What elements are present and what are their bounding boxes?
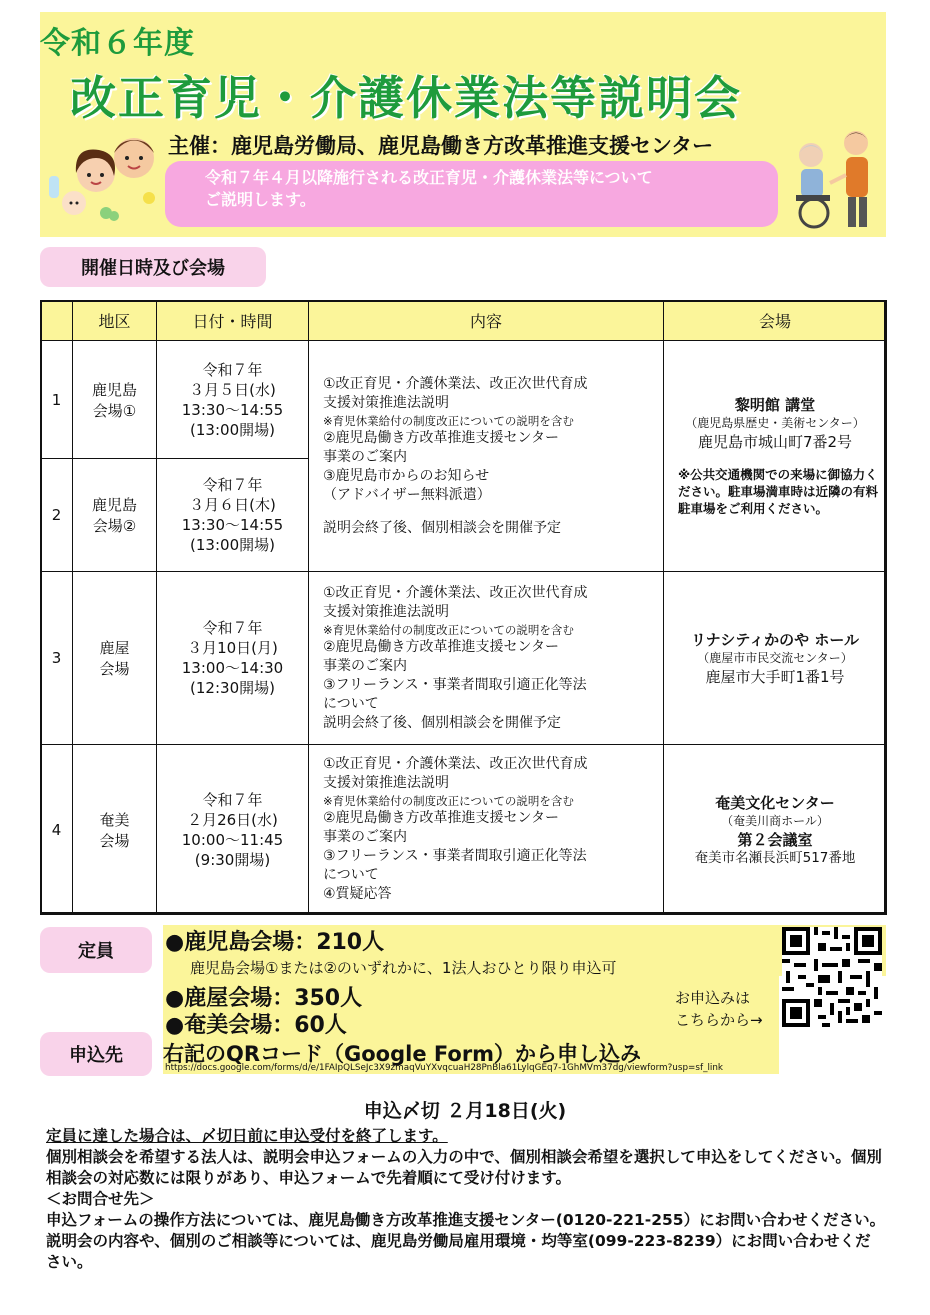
- content-cell-kanoya: ①改正育児・介護休業法、改正次世代育成 支援対策推進法説明 ※育児休業給付の制度改正についての説明を含む ②鹿児島働き方改革推進支援センター 事業のご案内 ③フリーランス・事業者間取引適正化等法 について 説明会終了後、個別相談会を開催予定: [309, 572, 664, 745]
- consultation-notice: 個別相談会を希望する法人は、説明会申込フォームの入力の中で、個別相談会希望を選択して申込をしてください。個別相談会の対応数には限りがあり、申込フォームで先着順にて受け付けます。: [46, 1148, 882, 1187]
- capacity-label: 定員: [40, 927, 152, 973]
- table-row: [41, 745, 887, 915]
- table-row: [41, 341, 887, 459]
- capacity-kagoshima-note: 鹿児島会場①または②のいずれかに、1法人おひとり限り申込可: [190, 959, 617, 977]
- application-url-link[interactable]: https://docs.google.com/forms/d/e/1FAIpQLSeJc3X9zmaqVuYXvqcuaH28PnBla61LylqGEq7-1GhMVm37dg/viewform?usp=sf_link: [165, 1063, 724, 1073]
- caregiver-illustration-icon: [786, 125, 884, 233]
- column-header-area: 地区: [73, 301, 157, 341]
- application-label: 申込先: [40, 1032, 152, 1076]
- intro-text: 令和７年４月以降施行される改正育児・介護休業法等について ご説明します。: [205, 168, 653, 209]
- venue-cell-kanoya: リナシティかのや ホール （鹿屋市市民交流センター） 鹿屋市大手町1番1号: [664, 572, 887, 745]
- capacity-notice: 定員に達した場合は、〆切日前に申込受付を終了します。: [46, 1127, 448, 1145]
- application-deadline: 申込〆切 ２月18日(火): [363, 1100, 567, 1122]
- family-illustration-icon: [44, 128, 164, 228]
- row-number: 1: [41, 341, 73, 459]
- content-cell-amami: ①改正育児・介護休業法、改正次世代育成 支援対策推進法説明 ※育児休業給付の制度改正についての説明を含む ②鹿児島働き方改革推進支援センター 事業のご案内 ③フリーランス・事業者間取引適正化等法 について ④質疑応答: [309, 745, 664, 915]
- application-method: 右記のQRコード（Google Form）から申し込み: [163, 1042, 642, 1066]
- column-header-venue: 会場: [664, 301, 887, 341]
- notes-section: [46, 1126, 886, 1273]
- schedule-table: [40, 300, 887, 915]
- contact-form-help: 申込フォームの操作方法については、鹿児島働き方改革推進支援センター(0120-221-255）にお問い合わせください。: [46, 1211, 886, 1229]
- table-row: [41, 572, 887, 745]
- datetime-cell: 令和７年 ３月６日(木) 13:30～14:55 (13:00開場): [157, 459, 309, 572]
- datetime-cell: 令和７年 ３月５日(水) 13:30～14:55 (13:00開場): [157, 341, 309, 459]
- capacity-kagoshima: ●鹿児島会場：210人: [165, 930, 385, 955]
- row-number: 3: [41, 572, 73, 745]
- page-title: 改正育児・介護休業法等説明会: [70, 71, 742, 125]
- datetime-cell: 令和７年 ２月26日(水) 10:00～11:45 (9:30開場): [157, 745, 309, 915]
- organizer: 主催：鹿児島労働局、鹿児島働き方改革推進支援センター: [168, 134, 714, 158]
- row-number: 4: [41, 745, 73, 915]
- contact-content-help: 説明会の内容や、個別のご相談等については、鹿児島労働局雇用環境・均等室(099-223-8239）にお問い合わせください。: [46, 1232, 871, 1271]
- datetime-cell: 令和７年 ３月10日(月) 13:00～14:30 (12:30開場): [157, 572, 309, 745]
- column-header-no: [41, 301, 73, 341]
- row-number: 2: [41, 459, 73, 572]
- capacity-kanoya: ●鹿屋会場：350人: [165, 986, 363, 1011]
- column-header-content: 内容: [309, 301, 664, 341]
- area-cell: 奄美 会場: [73, 745, 157, 915]
- capacity-amami: ●奄美会場：60人: [165, 1013, 347, 1038]
- contact-heading: ＜お問合せ先＞: [46, 1190, 155, 1208]
- apply-hint: お申込みは こちらから→: [675, 989, 763, 1029]
- area-cell: 鹿児島 会場②: [73, 459, 157, 572]
- area-cell: 鹿屋 会場: [73, 572, 157, 745]
- column-header-datetime: 日付・時間: [157, 301, 309, 341]
- schedule-section-label: 開催日時及び会場: [40, 247, 266, 287]
- qr-code-icon[interactable]: [782, 927, 882, 1027]
- table-header-row: [41, 301, 887, 341]
- content-cell-kagoshima: ①改正育児・介護休業法、改正次世代育成 支援対策推進法説明 ※育児休業給付の制度改正についての説明を含む ②鹿児島働き方改革推進支援センター 事業のご案内 ③鹿児島市からのお知らせ （アドバイザー無料派遣） 説明会終了後、個別相談会を開催予定: [309, 341, 664, 572]
- fiscal-year: 令和６年度: [40, 26, 195, 61]
- venue-cell-amami: 奄美文化センター （奄美川商ホール） 第２会議室 奄美市名瀬長浜町517番地: [664, 745, 887, 915]
- venue-cell-kagoshima: 黎明館 講堂 （鹿児島県歴史・美術センター） 鹿児島市城山町7番2号 ※公共交通機関での来場に御協力ください。駐車場満車時は近隣の有料駐車場をご利用ください。: [664, 341, 887, 572]
- area-cell: 鹿児島 会場①: [73, 341, 157, 459]
